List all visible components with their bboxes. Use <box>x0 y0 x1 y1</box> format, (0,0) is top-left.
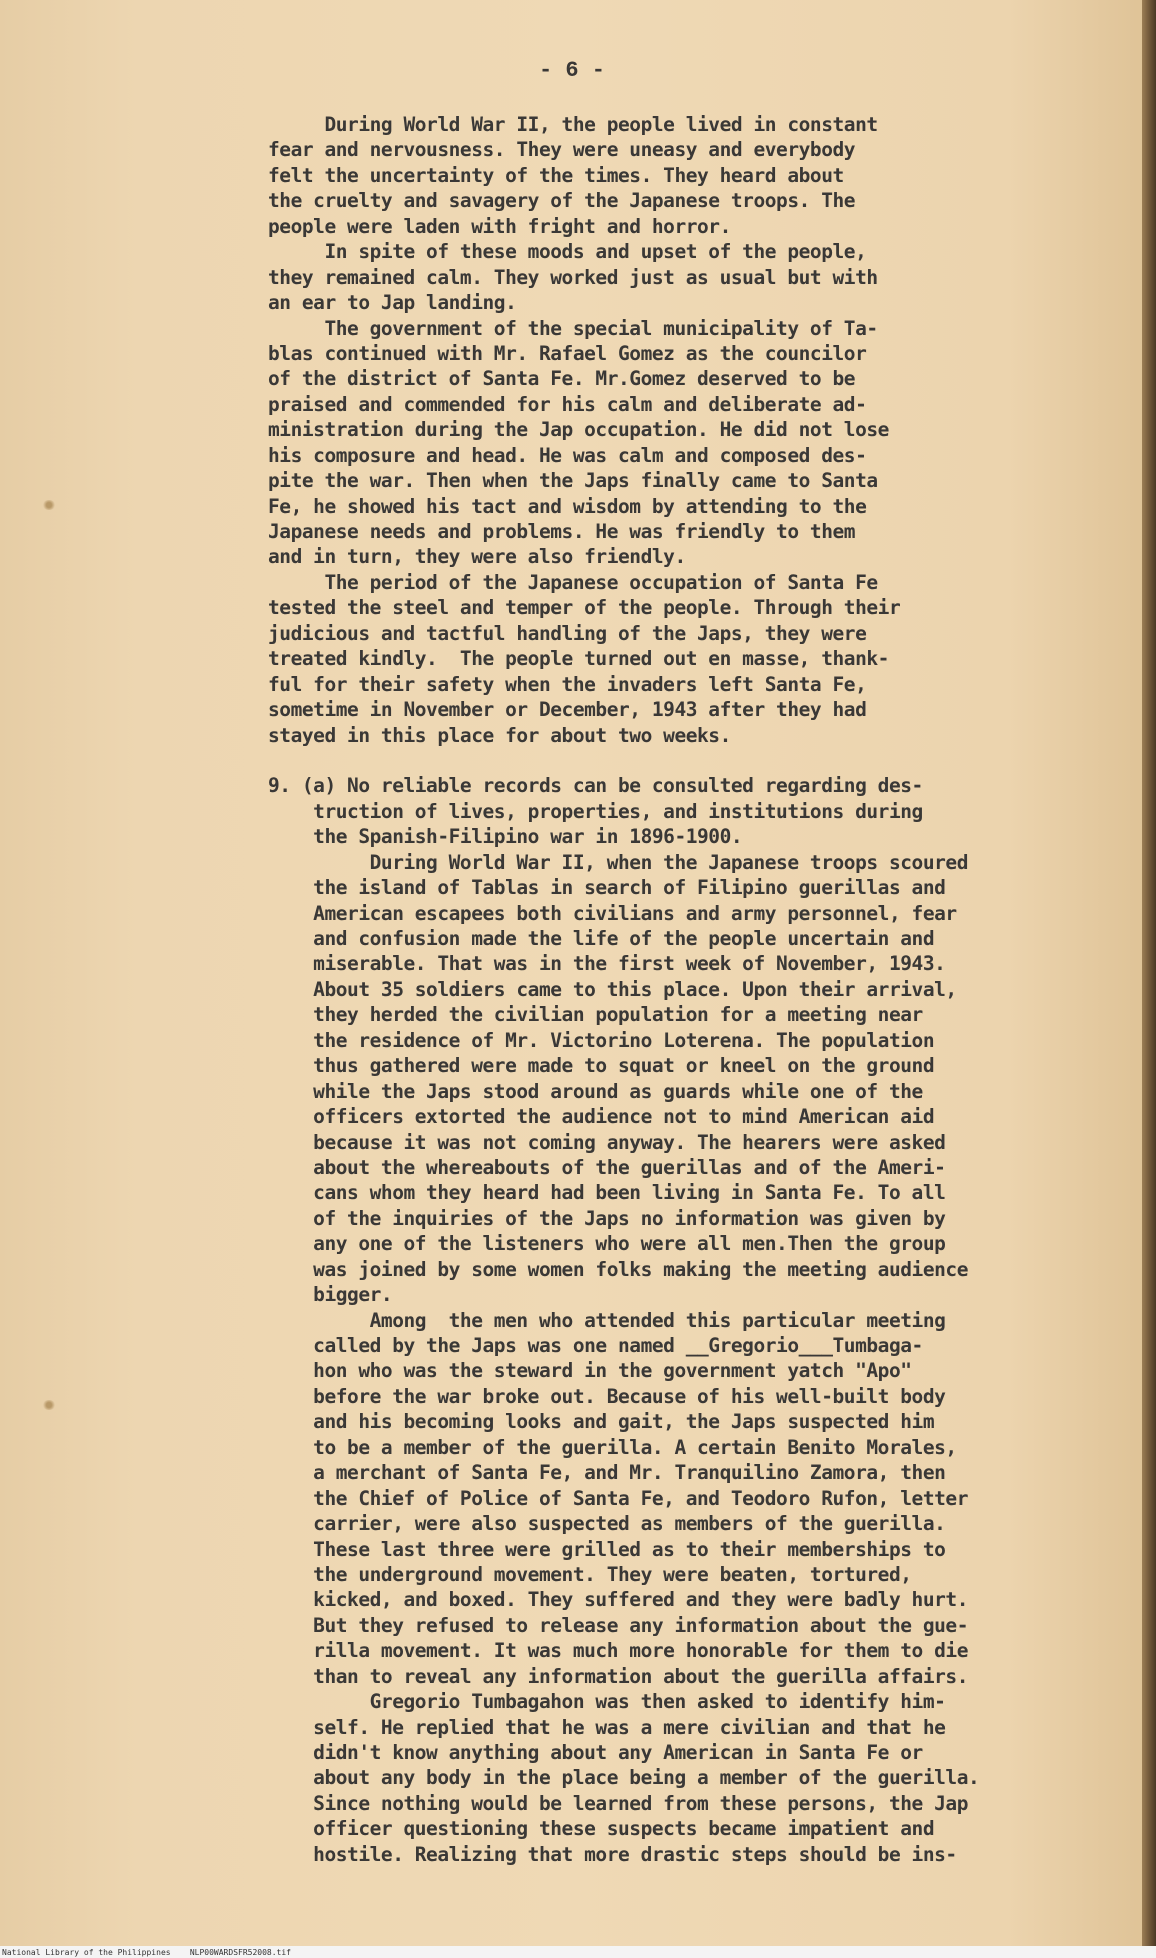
text-line: rilla movement. It was much more honorable for them to die <box>268 1639 968 1663</box>
text-line: truction of lives, properties, and institutions during <box>268 799 923 823</box>
text-line: was joined by some women folks making the meeting audience <box>268 1257 968 1281</box>
text-line: kicked, and boxed. They suffered and they were badly hurt. <box>268 1588 968 1612</box>
text-line: didn't know anything about any American in Santa Fe or <box>268 1741 923 1764</box>
document-body <box>268 112 979 1867</box>
text-line: they herded the civilian population for a meeting near <box>268 1003 923 1027</box>
text-line: ful for their safety when the invaders left Santa Fe, <box>268 672 867 696</box>
text-line: a merchant of Santa Fe, and Mr. Tranquilino Zamora, then <box>268 1461 946 1485</box>
text-line: The government of the special municipality of Ta- <box>268 316 878 340</box>
text-line: sometime in November or December, 1943 after they had <box>268 698 867 722</box>
text-line: officers extorted the audience not to mind American aid <box>268 1105 935 1129</box>
text-line: and his becoming looks and gait, the Japs suspected him <box>268 1410 935 1434</box>
text-line: hostile. Realizing that more drastic steps should be ins- <box>268 1842 957 1866</box>
text-line: they remained calm. They worked just as usual but with <box>268 265 878 289</box>
text-line: before the war broke out. Because of his well-built body <box>268 1384 946 1408</box>
text-line: because it was not coming anyway. The hearers were asked <box>268 1130 946 1154</box>
page-number: - 6 - <box>538 58 605 83</box>
text-line: and confusion made the life of the people uncertain and <box>268 927 935 950</box>
text-line: the cruelty and savagery of the Japanese troops. The <box>268 189 856 213</box>
text-line: treated kindly. The people turned out en masse, thank- <box>268 647 889 671</box>
page-edge-shadow <box>1142 0 1156 1958</box>
text-line: During World War II, the people lived in constant <box>268 113 878 136</box>
text-line: ministration during the Jap occupation. He did not lose <box>268 418 889 442</box>
text-line: any one of the listeners who were all men.Then the group <box>268 1232 946 1256</box>
text-line: the residence of Mr. Victorino Loterena. The population <box>268 1028 935 1052</box>
text-line: hon who was the steward in the government yatch "Apo" <box>268 1359 912 1383</box>
text-line: Among the men who attended this particular meeting <box>268 1308 946 1332</box>
text-line: felt the uncertainty of the times. They heard about <box>268 163 844 187</box>
text-line: Fe, he showed his tact and wisdom by attending to the <box>268 494 867 518</box>
text-line: about any body in the place being a member of the guerilla. <box>268 1766 980 1790</box>
text-line <box>268 748 979 773</box>
text-line: But they refused to release any information about the gue- <box>268 1613 968 1637</box>
text-line: carrier, were also suspected as members of the guerilla. <box>268 1512 946 1536</box>
text-line: while the Japs stood around as guards while one of the <box>268 1079 923 1103</box>
text-line: During World War II, when the Japanese troops scoured <box>268 850 968 874</box>
text-line: the island of Tablas in search of Filipino guerillas and <box>268 876 946 900</box>
text-line: the Spanish-Filipino war in 1896-1900. <box>268 825 743 849</box>
text-line: 9. (a) No reliable records can be consulted regarding des- <box>268 774 923 798</box>
text-line: of the district of Santa Fe. Mr.Gomez deserved to be <box>268 367 856 391</box>
text-line: called by the Japs was one named __Gregorio___Tumbaga- <box>268 1334 923 1357</box>
text-line: cans whom they heard had been living in Santa Fe. To all <box>268 1181 946 1205</box>
text-line: about the whereabouts of the guerillas and of the Ameri- <box>268 1155 946 1179</box>
text-line: and in turn, they were also friendly. <box>268 545 686 569</box>
text-line: Since nothing would be learned from these persons, the Jap <box>268 1791 968 1815</box>
text-line: stayed in this place for about two weeks. <box>268 723 731 747</box>
text-line: the underground movement. They were beaten, tortured, <box>268 1562 912 1586</box>
text-line: than to reveal any information about the guerilla affairs. <box>268 1664 968 1688</box>
text-line: blas continued with Mr. Rafael Gomez as the councilor <box>268 341 867 365</box>
text-line: of the inquiries of the Japs no information was given by <box>268 1206 946 1230</box>
text-line: thus gathered were made to squat or kneel on the ground <box>268 1054 935 1078</box>
text-line: The period of the Japanese occupation of Santa Fe <box>268 570 878 594</box>
binding-mark <box>42 500 56 510</box>
text-line: About 35 soldiers came to this place. Upon their arrival, <box>268 977 957 1001</box>
footer-bar <box>0 1946 1156 1958</box>
text-line: In spite of these moods and upset of the people, <box>268 240 867 264</box>
text-line: officer questioning these suspects became impatient and <box>268 1817 935 1841</box>
text-line: to be a member of the guerilla. A certain Benito Morales, <box>268 1435 957 1459</box>
text-line: These last three were grilled as to their memberships to <box>268 1537 946 1561</box>
text-line: Japanese needs and problems. He was friendly to them <box>268 520 856 543</box>
archive-footer: National Library of the Philippines NLP00WARDSFR52008.tif <box>2 1948 291 1957</box>
binding-mark <box>42 1400 56 1410</box>
text-line: judicious and tactful handling of the Japs, they were <box>268 621 867 645</box>
text-line: American escapees both civilians and army personnel, fear <box>268 901 957 925</box>
text-line: bigger. <box>268 1283 393 1307</box>
text-line: tested the steel and temper of the people. Through their <box>268 596 901 620</box>
text-line: Gregorio Tumbagahon was then asked to identify him- <box>268 1690 946 1714</box>
text-line: praised and commended for his calm and deliberate ad- <box>268 392 867 416</box>
text-line: pite the war. Then when the Japs finally came to Santa <box>268 469 878 493</box>
text-line: the Chief of Police of Santa Fe, and Teodoro Rufon, letter <box>268 1486 968 1510</box>
text-line: self. He replied that he was a mere civilian and that he <box>268 1715 946 1739</box>
text-line: his composure and head. He was calm and composed des- <box>268 443 867 467</box>
text-line: fear and nervousness. They were uneasy and everybody <box>268 138 856 162</box>
text-line: people were laden with fright and horror. <box>268 214 731 238</box>
text-line: an ear to Jap landing. <box>268 291 517 315</box>
text-line: miserable. That was in the first week of November, 1943. <box>268 952 946 976</box>
